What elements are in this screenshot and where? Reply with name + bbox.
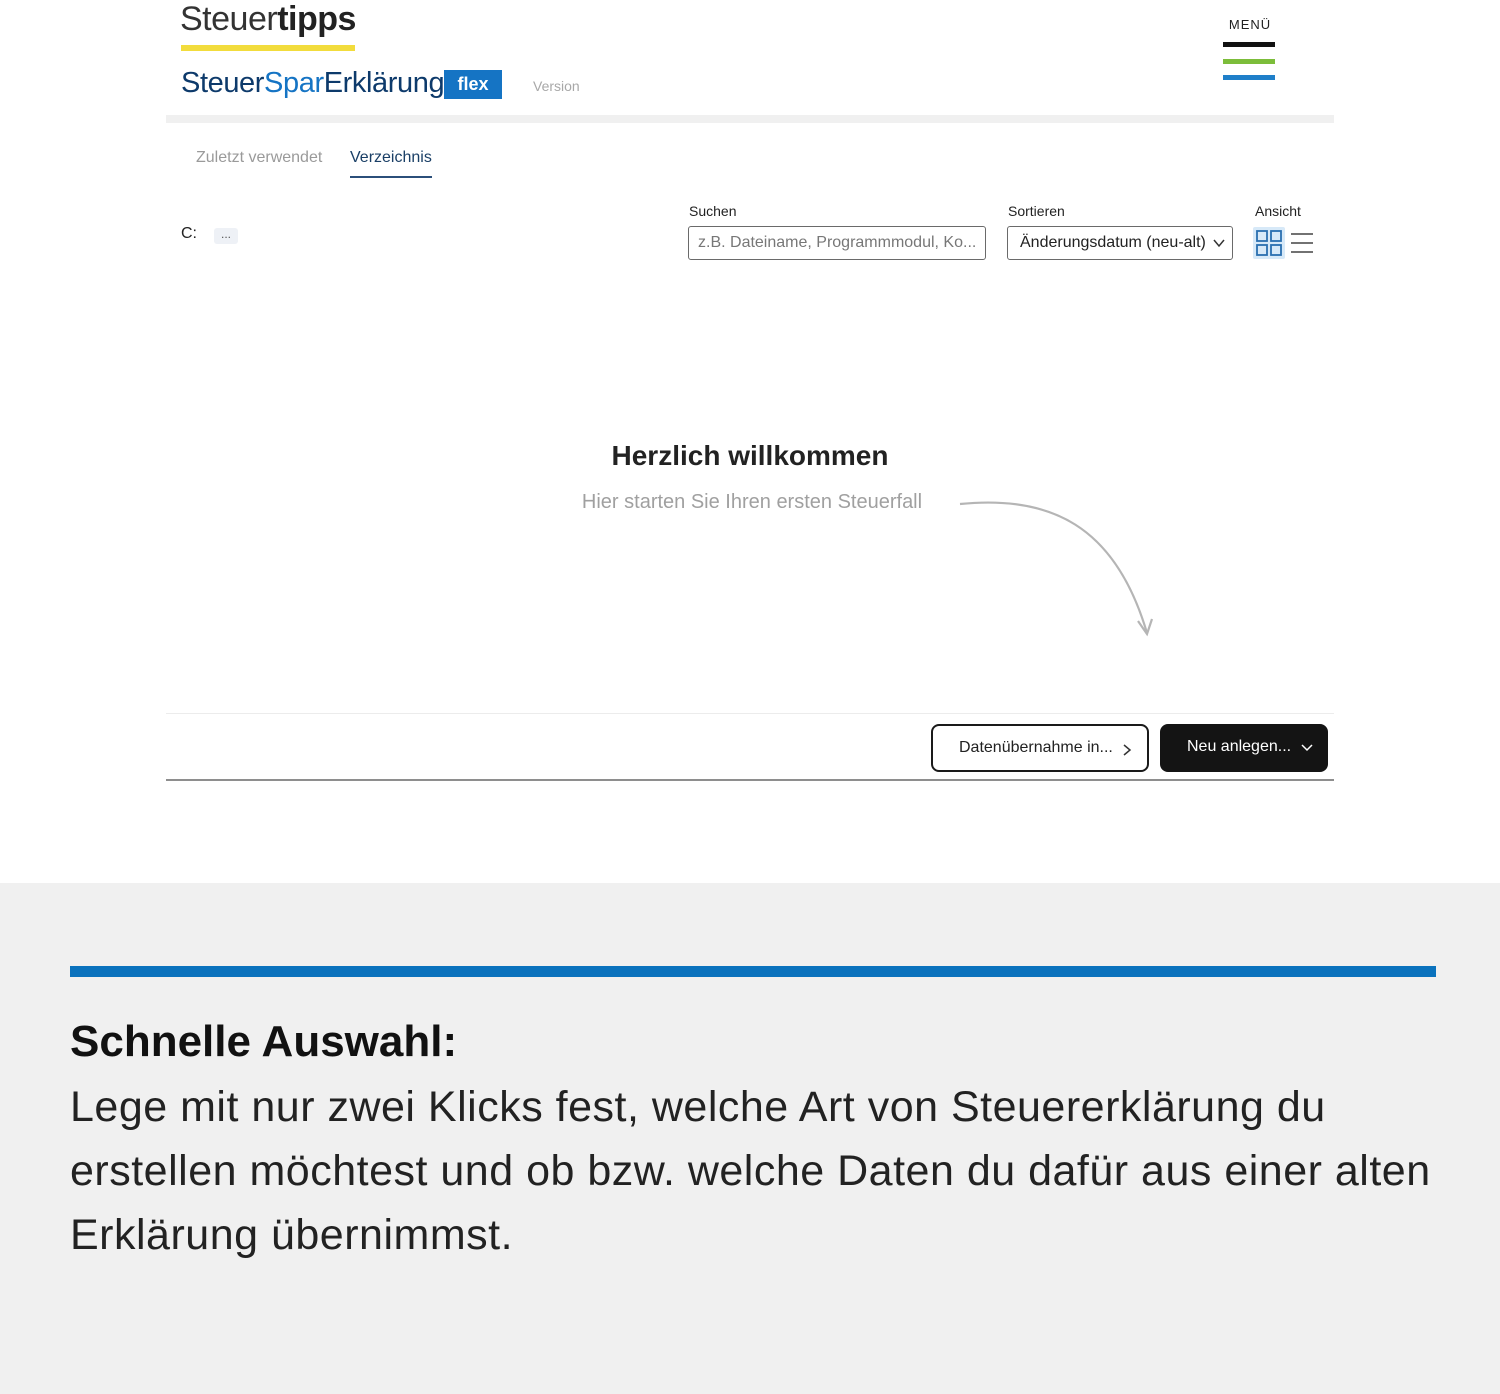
data-import-button[interactable] (931, 724, 1149, 772)
caption-accent-rule (70, 966, 1436, 977)
caption-title: Schnelle Auswahl: (70, 1017, 458, 1066)
grid-view-button[interactable] (1253, 227, 1285, 259)
steuertipps-logo (180, 0, 356, 38)
sort-value: Änderungsdatum (neu-alt) (1020, 234, 1206, 251)
tab-recently-used[interactable]: Zuletzt verwendet (196, 149, 323, 166)
chevron-down-icon (1300, 742, 1314, 754)
tab-directory[interactable]: Verzeichnis (350, 148, 432, 178)
chevron-right-icon (1122, 743, 1132, 757)
menu-label[interactable]: MENÜ (1228, 17, 1272, 32)
menu-bar-black[interactable] (1223, 42, 1275, 47)
caption-text: Lege mit nur zwei Klicks fest, welche Art von Steuererklärung du erstellen möchtest und ob bzw. welche Daten du dafür aus einer alten Erklärung übernimmst. (70, 1083, 1431, 1259)
version-label: Version (533, 78, 580, 94)
sort-select[interactable] (1007, 226, 1233, 260)
logo-underline (181, 45, 355, 51)
flex-badge: flex (444, 70, 502, 99)
path-more-button[interactable]: ... (214, 228, 238, 244)
view-label: Ansicht (1255, 203, 1301, 219)
new-case-label: Neu anlegen... (1187, 738, 1292, 755)
menu-bar-blue[interactable] (1223, 75, 1275, 80)
menu-bar-green[interactable] (1223, 59, 1275, 64)
logo-word-tipps: tipps (277, 0, 356, 38)
welcome-subtitle: Hier starten Sie Ihren ersten Steuerfall (581, 491, 923, 513)
product-name-part2: Spar (264, 67, 324, 99)
welcome-title: Herzlich willkommen (611, 440, 889, 471)
grid-view-icon (1253, 227, 1285, 259)
product-name-part3: Erklärung (323, 67, 445, 99)
header-divider (166, 115, 1334, 123)
product-name (181, 66, 444, 100)
list-view-button[interactable] (1289, 229, 1315, 257)
data-import-label: Datenübernahme in... (959, 739, 1113, 756)
chevron-down-icon (1212, 236, 1226, 250)
footer-divider-bottom (166, 779, 1334, 781)
new-case-button[interactable] (1160, 724, 1328, 772)
search-input[interactable] (688, 226, 986, 260)
sort-label: Sortieren (1008, 203, 1065, 219)
logo-word-steuer: Steuer (180, 0, 278, 38)
search-label: Suchen (689, 203, 737, 219)
product-name-part1: Steuer (181, 67, 265, 99)
curved-arrow-icon (955, 495, 1165, 645)
footer-divider-top (166, 713, 1334, 714)
path-drive[interactable]: C: (181, 225, 197, 242)
list-view-icon (1289, 229, 1315, 257)
